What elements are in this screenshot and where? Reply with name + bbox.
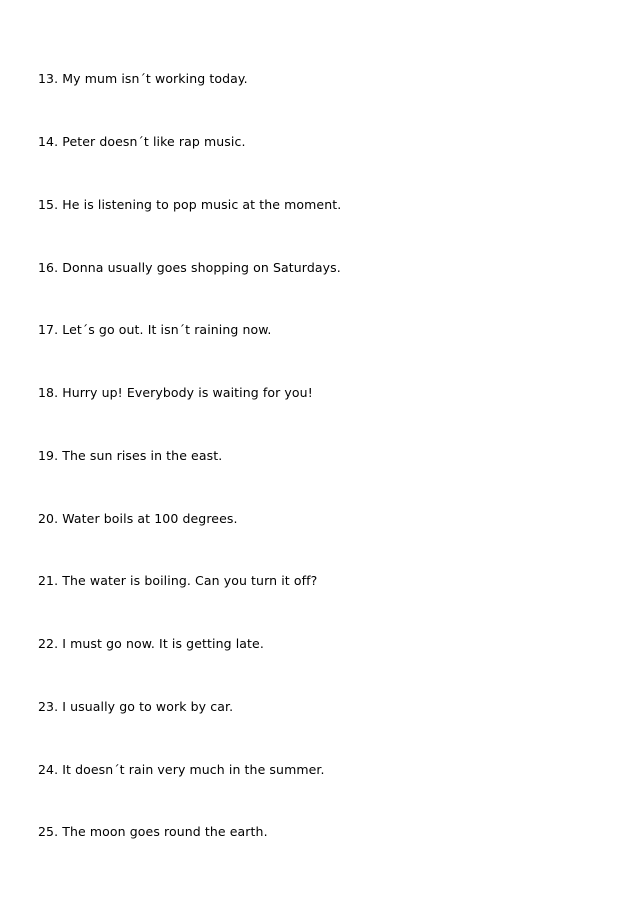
sentence-13: 13. My mum isn´t working today. — [38, 71, 248, 86]
sentence-23: 23. I usually go to work by car. — [38, 699, 234, 714]
sentence-19: 19. The sun rises in the east. — [38, 448, 223, 463]
sentence-16: 16. Donna usually goes shopping on Saturdays. — [38, 260, 341, 275]
sentence-25: 25. The moon goes round the earth. — [38, 824, 268, 839]
sentence-20: 20. Water boils at 100 degrees. — [38, 511, 238, 526]
sentence-22: 22. I must go now. It is getting late. — [38, 636, 264, 651]
sentence-14: 14. Peter doesn´t like rap music. — [38, 134, 246, 149]
sentence-17: 17. Let´s go out. It isn´t raining now. — [38, 322, 272, 337]
sentence-24: 24. It doesn´t rain very much in the summer. — [38, 762, 325, 777]
sentence-15: 15. He is listening to pop music at the moment. — [38, 197, 342, 212]
sentence-18: 18. Hurry up! Everybody is waiting for you! — [38, 385, 313, 400]
sentence-21: 21. The water is boiling. Can you turn it off? — [38, 573, 318, 588]
